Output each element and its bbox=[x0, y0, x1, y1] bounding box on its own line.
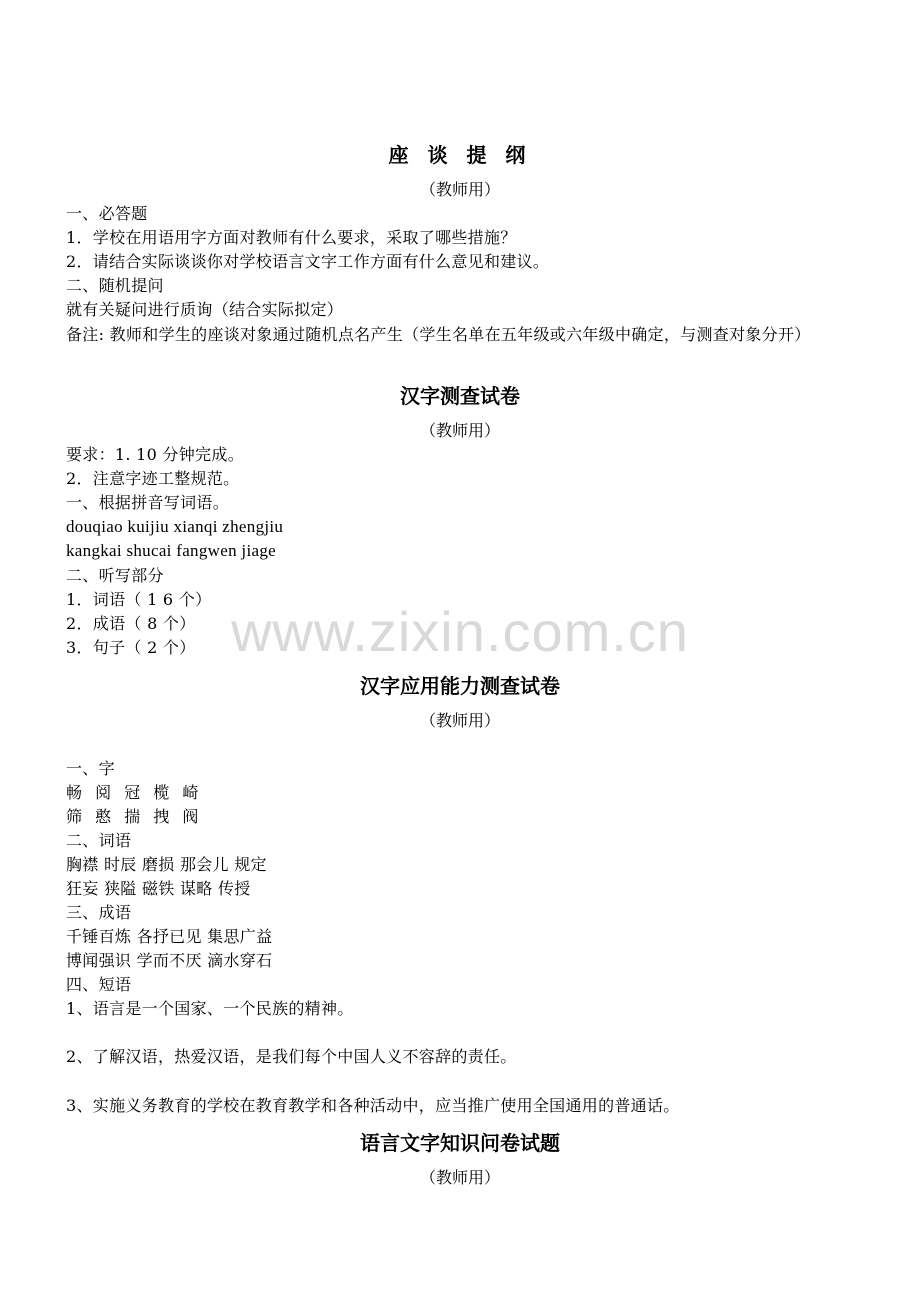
section2-line: 要求：1. 10 分钟完成。 bbox=[66, 445, 244, 464]
section3-phrase: 3、实施义务教育的学校在教育教学和各种活动中，应当推广使用全国通用的普通话。 bbox=[66, 1096, 680, 1115]
section3-title: 汉字应用能力测查试卷 bbox=[360, 674, 560, 698]
watermark: www.zixin.com.cn bbox=[231, 600, 689, 663]
section3-phrase: 2、了解汉语，热爱汉语，是我们每个中国人义不容辞的责任。 bbox=[66, 1047, 517, 1066]
section2-pinyin: douqiao kuijiu xianqi zhengjiu bbox=[66, 517, 284, 536]
section3-idioms: 千锤百炼 各抒已见 集思广益 bbox=[66, 927, 273, 946]
section3-chars: 筛 憨 揣 拽 阀 bbox=[66, 807, 203, 826]
section2-line: 3．句子（ 2 个） bbox=[66, 638, 196, 657]
section1-title: 座 谈 提 纲 bbox=[388, 143, 532, 167]
section3-words: 胸襟 时辰 磨损 那会儿 规定 bbox=[66, 855, 267, 874]
section1-note: 备注: 教师和学生的座谈对象通过随机点名产生（学生名单在五年级或六年级中确定，与测查对象分开） bbox=[66, 325, 811, 344]
section1-line: 1．学校在用语用字方面对教师有什么要求，采取了哪些措施？ bbox=[66, 228, 517, 247]
section3-chars: 畅 阅 冠 榄 崎 bbox=[66, 783, 203, 802]
section2-pinyin: kangkai shucai fangwen jiage bbox=[66, 541, 276, 560]
section2-line: 1．词语（ 1 6 个） bbox=[66, 590, 212, 609]
section2-line: 二、听写部分 bbox=[66, 566, 164, 585]
section2-line: 2．注意字迹工整规范。 bbox=[66, 469, 240, 488]
section1-subtitle: （教师用） bbox=[419, 180, 500, 199]
section3-line: 四、短语 bbox=[66, 975, 132, 994]
section2-line: 2．成语（ 8 个） bbox=[66, 614, 196, 633]
section3-line: 三、成语 bbox=[66, 903, 132, 922]
section2-subtitle: （教师用） bbox=[419, 421, 500, 440]
section1-line: 二、随机提问 bbox=[66, 276, 164, 295]
section3-phrase: 1、语言是一个国家、一个民族的精神。 bbox=[66, 999, 354, 1018]
section1-line: 就有关疑问进行质询（结合实际拟定） bbox=[66, 300, 344, 319]
section1-line: 2．请结合实际谈谈你对学校语言文字工作方面有什么意见和建议。 bbox=[66, 252, 550, 271]
section3-line: 一、字 bbox=[66, 759, 115, 778]
section3-subtitle: （教师用） bbox=[419, 711, 500, 730]
section2-line: 一、根据拼音写词语。 bbox=[66, 493, 230, 512]
section4-title: 语言文字知识问卷试题 bbox=[360, 1131, 560, 1155]
section3-idioms: 博闻强识 学而不厌 滴水穿石 bbox=[66, 951, 273, 970]
section2-title: 汉字测查试卷 bbox=[400, 384, 520, 408]
section1-line: 一、必答题 bbox=[66, 204, 148, 223]
section4-subtitle: （教师用） bbox=[419, 1168, 500, 1187]
section3-words: 狂妄 狭隘 磁铁 谋略 传授 bbox=[66, 879, 251, 898]
section3-line: 二、词语 bbox=[66, 831, 132, 850]
